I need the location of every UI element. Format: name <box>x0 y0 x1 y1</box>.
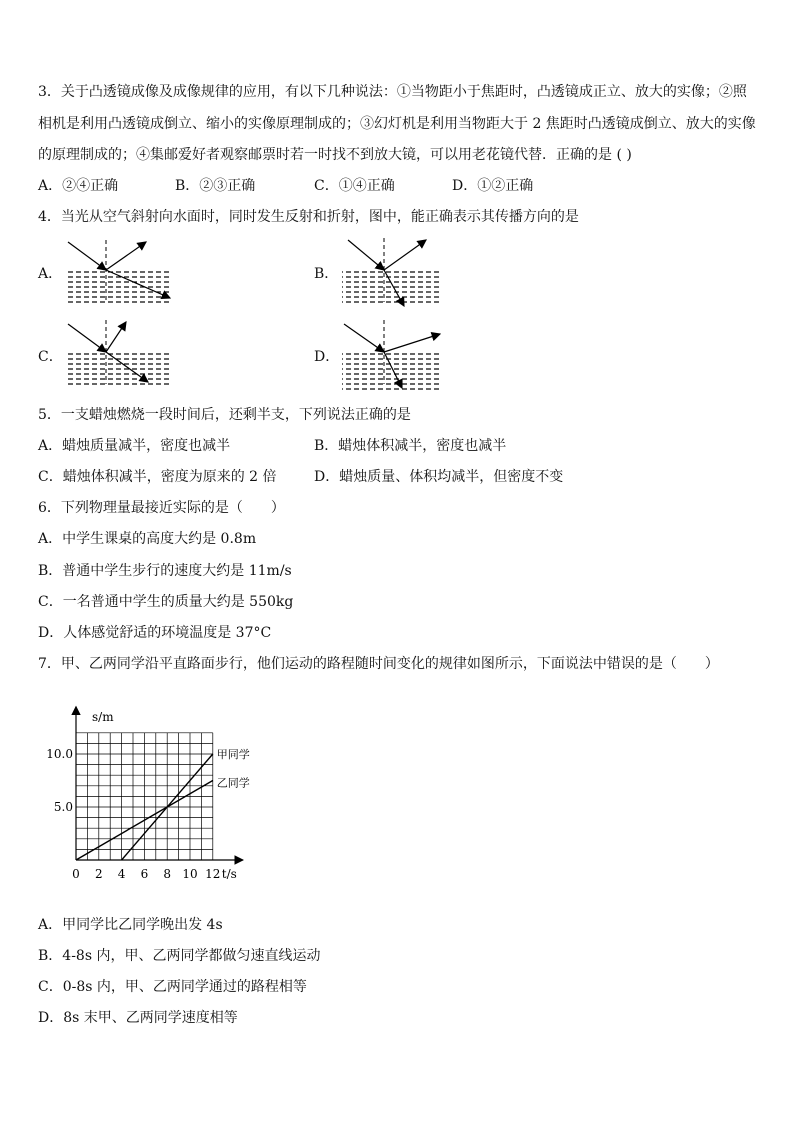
q6-stem: 6．下列物理量最接近实际的是（ ） <box>38 500 285 516</box>
q7-stem: 7．甲、乙两同学沿平直路面步行，他们运动的路程随时间变化的规律如图所示，下面说法中错误的是（ ） <box>38 656 719 672</box>
series-label: 乙同学 <box>216 776 250 790</box>
y-tick-label: 5.0 <box>53 800 73 814</box>
q6-option-c: C．一名普通中学生的质量大约是 550kg <box>38 594 294 610</box>
x-tick-label: 4 <box>117 867 126 881</box>
incident-ray <box>348 240 384 270</box>
q4-diagram-d <box>338 318 448 394</box>
q6-option-b: B．普通中学生步行的速度大约是 11m/s <box>38 563 292 579</box>
incident-ray <box>344 324 384 352</box>
q4-diagram-b <box>338 236 448 308</box>
water-surface <box>342 270 442 304</box>
q4-label-b: B． <box>314 266 339 282</box>
reflected-ray <box>384 334 440 352</box>
q5-option-c: C．蜡烛体积减半，密度为原来的 2 倍 <box>38 469 277 485</box>
q3-line-1: 3．关于凸透镜成像及成像规律的应用，有以下几种说法：①当物距小于焦距时，凸透镜成正立、放大的实像；②照 <box>38 84 747 100</box>
q3-option-c: C．①④正确 <box>314 178 395 194</box>
y-axis-label: s/m <box>92 709 114 724</box>
reflected-ray <box>384 240 426 270</box>
x-tick-label: 8 <box>163 867 172 881</box>
incident-ray <box>68 242 106 270</box>
water-surface <box>66 352 172 386</box>
q5-option-d: D．蜡烛质量、体积均减半，但密度不变 <box>314 469 564 485</box>
q3-option-d: D．①②正确 <box>452 178 534 194</box>
q4-diagram-c <box>60 318 180 390</box>
q3-option-a: A．②④正确 <box>38 178 119 194</box>
y-tick-label: 10.0 <box>46 747 73 761</box>
q3-option-b: B．②③正确 <box>175 178 256 194</box>
series-label: 甲同学 <box>216 748 250 761</box>
q7-option-b: B．4-8s 内，甲、乙两同学都做匀速直线运动 <box>38 948 321 964</box>
q5-stem: 5．一支蜡烛燃烧一段时间后，还剩半支，下列说法正确的是 <box>38 407 411 423</box>
q3-line-2: 相机是利用凸透镜成倒立、缩小的实像原理制成的；③幻灯机是利用当物距大于 2 焦距时凸透镜成倒立、放大的实像 <box>38 116 756 132</box>
q6-option-a: A．中学生课桌的高度大约是 0.8m <box>38 531 257 547</box>
q3-line-3: 的原理制成的；④集邮爱好者观察邮票时若一时找不到放大镜，可以用老花镜代替．正确的是 ( ) <box>38 147 632 163</box>
q6-option-d: D．人体感觉舒适的环境温度是 37°C <box>38 625 272 641</box>
q4-label-d: D． <box>314 349 340 365</box>
distance-time-chart <box>40 694 260 886</box>
x-tick-label: 12 <box>205 867 221 881</box>
incident-ray <box>68 324 106 352</box>
x-tick-label: 6 <box>140 867 149 881</box>
x-tick-label: 2 <box>94 867 103 881</box>
q4-label-a: A． <box>38 266 63 282</box>
q7-option-a: A．甲同学比乙同学晚出发 4s <box>38 917 223 933</box>
q4-diagram-a <box>60 236 180 308</box>
x-axis-label: t/s <box>221 867 237 881</box>
x-tick-label: 0 <box>72 867 80 881</box>
reflected-ray <box>106 322 126 352</box>
water-surface <box>342 352 442 390</box>
q4-stem: 4．当光从空气斜射向水面时，同时发生反射和折射，图中，能正确表示其传播方向的是 <box>38 209 579 225</box>
q4-label-c: C． <box>38 349 63 365</box>
q5-option-a: A．蜡烛质量减半，密度也减半 <box>38 438 231 454</box>
reflected-ray <box>106 242 146 270</box>
q7-option-c: C．0-8s 内，甲、乙两同学通过的路程相等 <box>38 979 307 995</box>
q5-option-b: B．蜡烛体积减半，密度也减半 <box>314 438 507 454</box>
q7-option-d: D．8s 末甲、乙两同学速度相等 <box>38 1010 238 1026</box>
x-tick-label: 10 <box>182 867 198 881</box>
